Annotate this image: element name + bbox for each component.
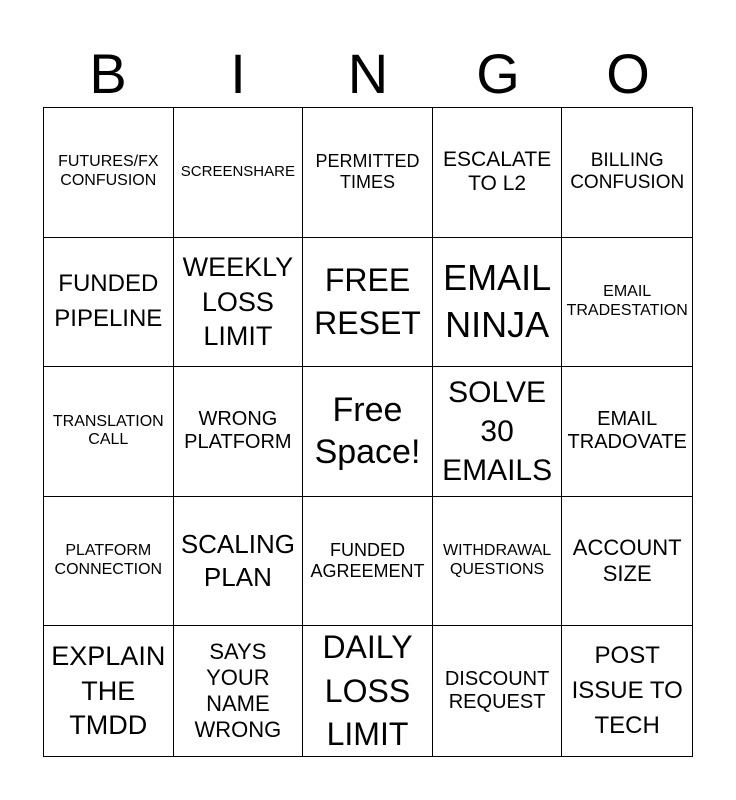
bingo-header [43, 40, 693, 108]
bingo-cell-r1-c5[interactable]: BILLING CONFUSION [562, 108, 692, 238]
bingo-cell-r2-c2[interactable]: WEEKLY LOSS LIMIT [174, 238, 304, 368]
bingo-cell-r5-c1[interactable]: EXPLAIN THE TMDD [44, 626, 174, 756]
header-letter-g: G [476, 42, 520, 105]
bingo-cell-r2-c5[interactable]: EMAIL TRADESTATION [562, 238, 692, 368]
header-letter-o: O [606, 42, 650, 105]
bingo-cell-r3-c1[interactable]: TRANSLATION CALL [44, 367, 174, 497]
bingo-cell-r5-c4[interactable]: DISCOUNT REQUEST [433, 626, 563, 756]
bingo-cell-r3-c4[interactable]: SOLVE 30 EMAILS [433, 367, 563, 497]
bingo-cell-r1-c2[interactable]: SCREENSHARE [174, 108, 304, 238]
header-letter-i: I [230, 42, 246, 105]
bingo-board [43, 107, 693, 757]
bingo-cell-r4-c1[interactable]: PLATFORM CONNECTION [44, 497, 174, 627]
bingo-cell-r5-c5[interactable]: POST ISSUE TO TECH [571, 642, 683, 739]
bingo-cell-r2-c1[interactable]: FUNDED PIPELINE [44, 238, 174, 368]
bingo-cell-r5-c2[interactable]: SAYS YOUR NAME WRONG [174, 626, 304, 756]
free-space-cell[interactable]: Free Space! [303, 367, 433, 497]
bingo-cell-r5-c3[interactable]: DAILY LOSS LIMIT [303, 626, 433, 756]
bingo-cell-r2-c3[interactable]: FREE RESET [303, 238, 433, 368]
bingo-cell-r4-c3[interactable]: FUNDED AGREEMENT [303, 497, 433, 627]
bingo-cell-r1-c4[interactable]: ESCALATE TO L2 [433, 108, 563, 238]
bingo-cell-r1-c1[interactable]: FUTURES/FX CONFUSION [44, 108, 174, 238]
bingo-cell-r2-c4[interactable]: EMAIL NINJA [433, 238, 563, 368]
bingo-cell-r4-c2[interactable]: SCALING PLAN [174, 497, 304, 627]
bingo-cell-r1-c3[interactable]: PERMITTED TIMES [303, 108, 433, 238]
bingo-cell-r3-c5[interactable]: EMAIL TRADOVATE [562, 367, 692, 497]
bingo-cell-r4-c5[interactable]: ACCOUNT SIZE [562, 497, 692, 627]
header-letter-b: B [89, 42, 127, 105]
bingo-cell-r4-c4[interactable]: WITHDRAWAL QUESTIONS [433, 497, 563, 627]
bingo-cell-r3-c2[interactable]: WRONG PLATFORM [174, 367, 304, 497]
header-letter-n: N [347, 42, 389, 105]
